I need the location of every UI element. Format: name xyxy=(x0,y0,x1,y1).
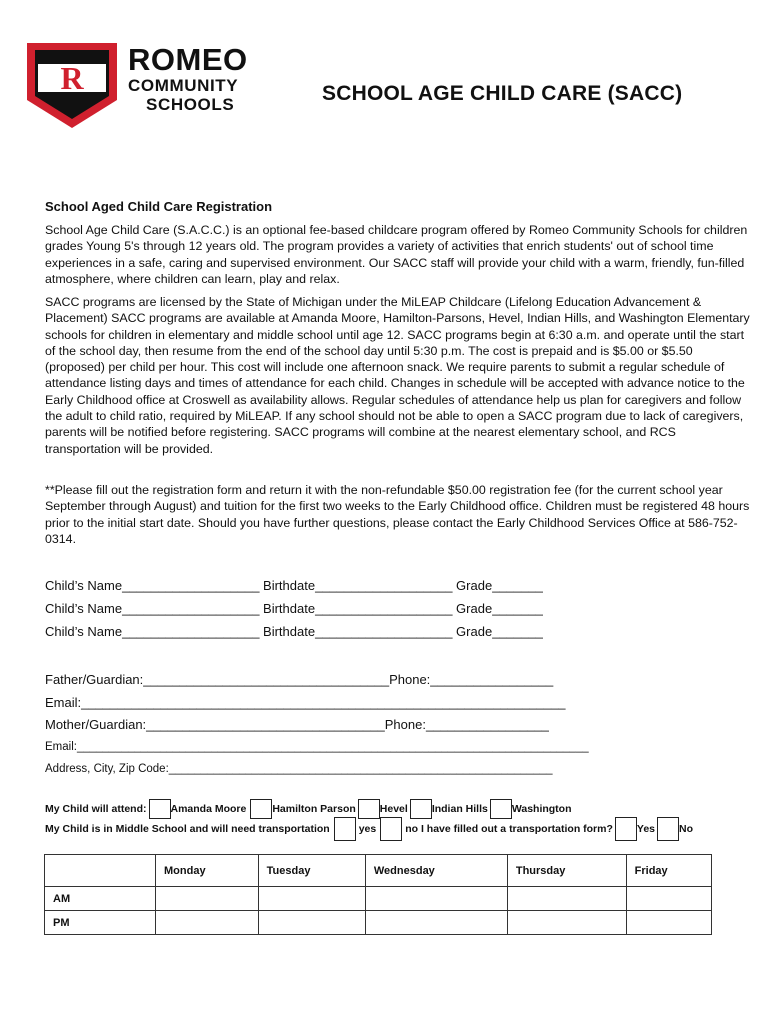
schedule-cell[interactable] xyxy=(156,911,259,935)
child-line-1[interactable]: Child’s Name___________________ Birthdate___________________ Grade_______ xyxy=(45,578,543,593)
schedule-corner-cell xyxy=(45,855,156,887)
checkbox-indian-hills[interactable] xyxy=(410,799,432,819)
schedule-row-am xyxy=(45,887,712,911)
form-yes-label: Yes xyxy=(636,823,656,835)
schedule-header-row xyxy=(45,855,712,887)
checkbox-hamilton-parsons[interactable] xyxy=(250,799,272,819)
checkbox-form-yes[interactable] xyxy=(615,817,637,841)
logo-wordmark xyxy=(128,44,248,113)
option-hevel: Hevel xyxy=(379,803,408,815)
row-label-pm: PM xyxy=(45,911,156,935)
checkbox-transport-no[interactable] xyxy=(380,817,402,841)
address-line[interactable]: Address, City, Zip Code:____________________________________________________________ xyxy=(45,763,553,775)
day-thursday: Thursday xyxy=(507,855,626,887)
checkbox-amanda-moore[interactable] xyxy=(149,799,171,819)
licensing-paragraph: SACC programs are licensed by the State of Michigan under the MiLEAP Childcare (Lifelong Education Advancement & Placement) SACC programs are available at Amanda Moore, Hamilton-Parsons, Hevel, Indian Hills, and Washington Elementary schools for children in elementary and middle school until age 12. SACC programs begin at 6:30 a.m. and operate until the start of the school day, then resume from the end of the school day until 5:30 p.m. The cost is prepaid and is $5.00 or $5.50 (proposed) per child per hour. This cost will include one afternoon snack. We require parents to submit a regular schedule of attendance listing days and times of attendance for each child. Changes in schedule will be accepted with advance notice to the Early Childhood office at Croswell as availability allows. Regular schedules of attendance help us plan for caregivers and follow the adult to child ratio, required by MiLEAP. If any school should not be able to open a SACC program due to lack of caregivers, parents will be notified before registering. SACC programs will combine at the nearest elementary school, and RCS transportation will be provided. xyxy=(45,295,750,456)
instructions-paragraph: **Please fill out the registration form and return it with the non-refundable $50.00 registration fee (for the current school year September through August) and tuition for the first two weeks to the Early Childhood office. Children must be registered 48 hours prior to the initial start date. Should you have further questions, please contact the Early Childhood Services Office at 586-752-0314. xyxy=(45,483,750,546)
transportation-row xyxy=(45,817,693,841)
schedule-cell[interactable] xyxy=(507,911,626,935)
romeo-schools-logo xyxy=(24,40,120,130)
day-monday: Monday xyxy=(156,855,259,887)
schedule-cell[interactable] xyxy=(507,887,626,911)
logo-letter: R xyxy=(60,60,84,96)
schedule-cell[interactable] xyxy=(626,887,711,911)
transport-no-label: no I have filled out a transportation form? xyxy=(405,823,613,835)
logo-line-1: ROMEO xyxy=(128,42,248,77)
transport-label: My Child is in Middle School and will need transportation xyxy=(45,823,330,835)
school-attend-row xyxy=(45,799,572,819)
row-label-am: AM xyxy=(45,887,156,911)
schedule-cell[interactable] xyxy=(365,911,507,935)
checkbox-transport-yes[interactable] xyxy=(334,817,356,841)
checkbox-washington[interactable] xyxy=(490,799,512,819)
option-washington: Washington xyxy=(511,803,572,815)
option-hamilton-parsons: Hamilton Parson xyxy=(272,803,356,815)
day-friday: Friday xyxy=(626,855,711,887)
logo-line-2: COMMUNITY xyxy=(128,76,239,95)
form-no-label: No xyxy=(679,823,694,835)
child-line-3[interactable]: Child’s Name___________________ Birthdate___________________ Grade_______ xyxy=(45,624,543,639)
father-guardian-line[interactable]: Father/Guardian:__________________________________Phone:_________________ xyxy=(45,672,554,687)
option-amanda-moore: Amanda Moore xyxy=(170,803,247,815)
page-title: SCHOOL AGE CHILD CARE (SACC) xyxy=(322,82,683,105)
mother-guardian-line[interactable]: Mother/Guardian:_________________________________Phone:_________________ xyxy=(45,717,549,732)
intro-paragraph: School Age Child Care (S.A.C.C.) is an optional fee-based childcare program offered by Romeo Community Schools for children grades Young 5's through 12 years old. The program provides a variety of activities that enrich students' out of school time experiences in a safe, caring and supervised environment. Our SACC staff will provide your child with a warm, friendly, fun-filled atmosphere, where children can learn, play and relax. xyxy=(45,223,748,286)
logo-line-3: SCHOOLS xyxy=(146,95,235,114)
attendance-schedule-table xyxy=(44,854,712,935)
option-indian-hills: Indian Hills xyxy=(431,803,488,815)
section-heading: School Aged Child Care Registration xyxy=(45,199,273,214)
child-line-2[interactable]: Child’s Name___________________ Birthdate___________________ Grade_______ xyxy=(45,601,543,616)
email-line-1[interactable]: Email:___________________________________________________________________ xyxy=(45,695,566,710)
checkbox-hevel[interactable] xyxy=(358,799,380,819)
schedule-cell[interactable] xyxy=(258,887,365,911)
day-tuesday: Tuesday xyxy=(258,855,365,887)
schedule-cell[interactable] xyxy=(156,887,259,911)
schedule-row-pm xyxy=(45,911,712,935)
schedule-cell[interactable] xyxy=(626,911,711,935)
day-wednesday: Wednesday xyxy=(365,855,507,887)
schedule-cell[interactable] xyxy=(258,911,365,935)
attend-label: My Child will attend: xyxy=(45,803,147,815)
email-line-2[interactable]: Email:________________________________________________________________________________ xyxy=(45,741,589,753)
checkbox-form-no[interactable] xyxy=(657,817,679,841)
transport-yes-label: yes xyxy=(358,823,377,835)
schedule-cell[interactable] xyxy=(365,887,507,911)
